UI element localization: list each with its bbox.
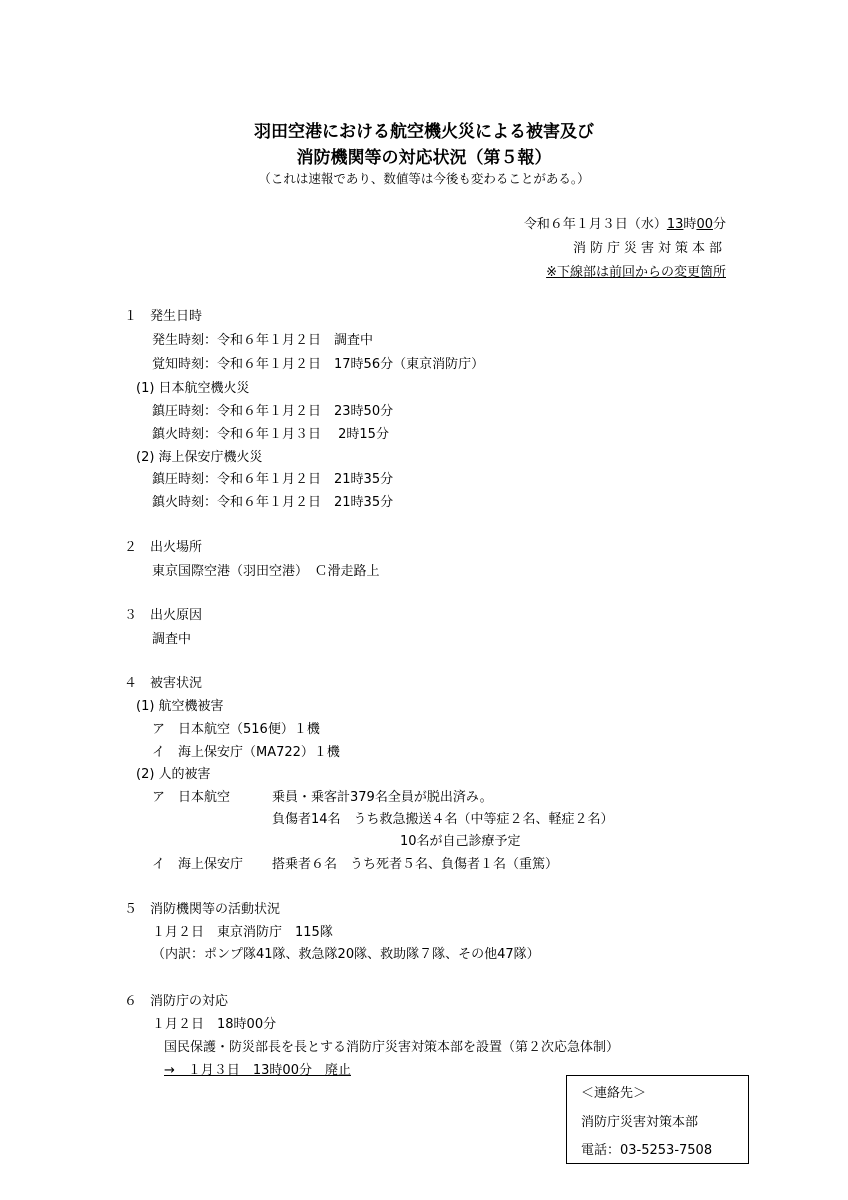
activity-line1: １月２日 東京消防庁 115隊 <box>152 925 333 940</box>
contact-label: ＜連絡先＞ <box>581 1086 647 1101</box>
date-prefix: 令和６年１月３日（水） <box>523 217 667 232</box>
contact-box <box>566 1075 749 1164</box>
jal-fire-heading: (1) 日本航空機火災 <box>136 381 250 396</box>
fire-location: 東京国際空港（羽田空港） Ｃ滑走路上 <box>152 564 380 579</box>
section-1-heading: １ 発生日時 <box>124 309 203 324</box>
human-damage-jal-label: ア 日本航空 <box>152 790 231 805</box>
fire-cause: 調査中 <box>152 632 192 647</box>
aircraft-damage-jcg: イ 海上保安庁（MA722）１機 <box>152 745 340 760</box>
title-line2-post: 報） <box>517 148 552 168</box>
section-3-heading: ３ 出火原因 <box>124 608 203 623</box>
issuer: 消防庁災害対策本部 <box>572 241 726 256</box>
section-6-heading: ６ 消防庁の対応 <box>124 994 229 1009</box>
section-2-heading: ２ 出火場所 <box>124 540 203 555</box>
jcg-suppressed-time: 鎮圧時刻：令和６年１月２日 21時35分 <box>152 472 394 487</box>
human-damage-jal-line3: 10名が自己診療予定 <box>400 834 521 849</box>
jal-suppressed-time: 鎮圧時刻：令和６年１月２日 23時50分 <box>152 404 394 419</box>
title-line2 <box>0 143 848 168</box>
report-number: ５ <box>500 148 518 168</box>
occurred-time: 発生時刻：令和６年１月２日 調査中 <box>152 333 374 348</box>
human-damage-jcg-line: 搭乗者６名 うち死者５名、負傷者１名（重篤） <box>272 857 559 872</box>
jal-extinguished-time: 鎮火時刻：令和６年１月３日 2時15分 <box>152 427 389 442</box>
fdma-response-time: １月２日 18時00分 <box>152 1017 277 1032</box>
human-damage-jcg-label: イ 海上保安庁 <box>152 857 244 872</box>
change-note: ※下線部は前回からの変更箇所 <box>546 265 726 280</box>
contact-organization: 消防庁災害対策本部 <box>581 1115 699 1130</box>
fdma-response-abolished: → １月３日 13時00分 廃止 <box>164 1063 351 1078</box>
human-damage-heading: (2) 人的被害 <box>136 767 211 782</box>
detected-time: 覚知時刻：令和６年１月２日 17時56分（東京消防庁） <box>152 357 485 372</box>
human-damage-jal-line2: 負傷者14名 うち救急搬送４名（中等症２名、軽症２名） <box>272 812 614 827</box>
activity-breakdown: （内訳：ポンプ隊41隊、救急隊20隊、救助隊７隊、その他47隊） <box>152 947 540 962</box>
human-damage-jal-line1: 乗員・乗客計379名全員が脱出済み。 <box>272 790 493 805</box>
date-hour: 13 <box>666 217 684 232</box>
section-5-heading: ５ 消防機関等の活動状況 <box>124 902 281 917</box>
preliminary-note: （これは速報であり、数値等は今後も変わることがある。） <box>258 171 590 186</box>
date-minute: 00 <box>696 217 713 232</box>
title-line2-pre: 消防機関等の対応状況（第 <box>296 148 501 168</box>
date-minute-unit: 分 <box>712 217 726 232</box>
aircraft-damage-jal: ア 日本航空（516便）１機 <box>152 722 320 737</box>
title-line1: 羽田空港における航空機火災による被害及び <box>254 122 594 142</box>
aircraft-damage-heading: (1) 航空機被害 <box>136 699 224 714</box>
section-4-heading: ４ 被害状況 <box>124 676 203 691</box>
date-hour-unit: 時 <box>683 217 697 232</box>
report-datetime <box>524 213 726 232</box>
jcg-fire-heading: (2) 海上保安庁機火災 <box>136 450 263 465</box>
jcg-extinguished-time: 鎮火時刻：令和６年１月２日 21時35分 <box>152 495 394 510</box>
contact-phone: 電話：03-5253-7508 <box>581 1143 713 1158</box>
fdma-response-action: 国民保護・防災部長を長とする消防庁災害対策本部を設置（第２次応急体制） <box>164 1040 620 1055</box>
